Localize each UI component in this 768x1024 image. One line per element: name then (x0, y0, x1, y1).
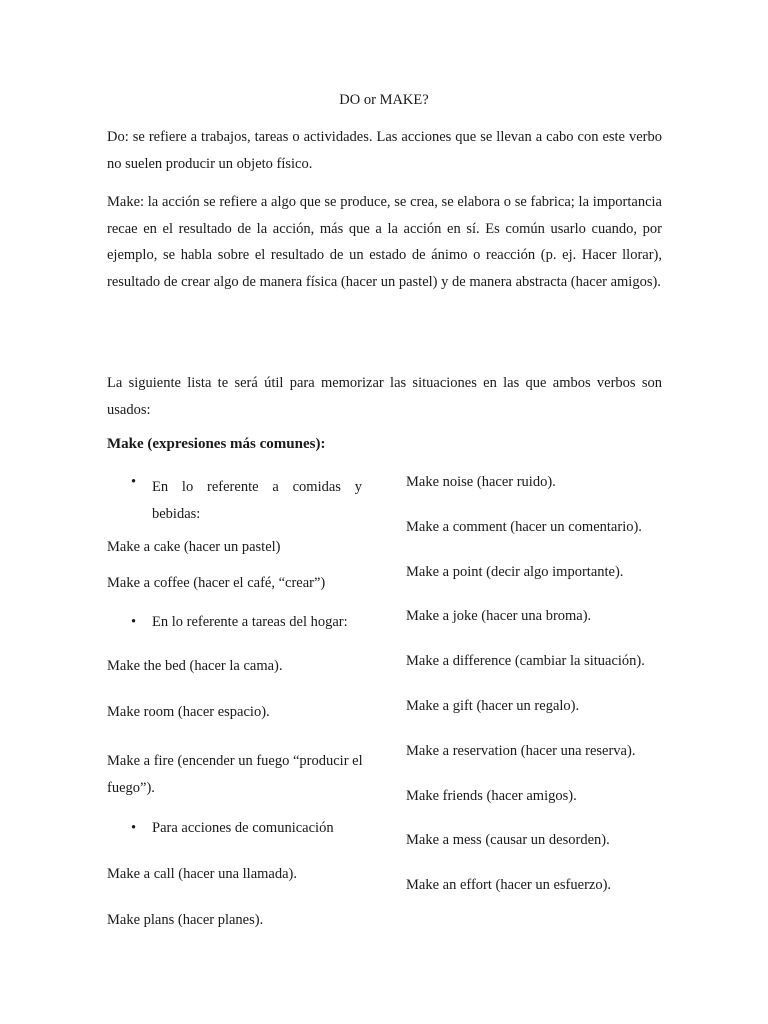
list-item: Make a joke (hacer una broma). (406, 608, 592, 624)
list-item: Make a mess (causar un desorden). (406, 832, 610, 848)
list-item: Make a comment (hacer un comentario). (406, 519, 642, 535)
bullet-icon: • (131, 614, 137, 630)
section-heading: Make (expresiones más comunes): (107, 436, 326, 452)
page-title: DO or MAKE? (339, 92, 429, 108)
paragraph-make: Make: la acción se refiere a algo que se produce, se crea, se elabora o se fabrica; la importancia recae en el resultado de la acción, más que a la acción en sí. Es común usarlo cuando, por ejemplo, se habla sobre el resultado de un estado de ánimo o reacción (p. ej. Hacer llorar), resultado de crear algo de manera física (hacer un pastel) y de manera abstracta (hacer amigos). (107, 194, 662, 290)
list-item: Make a reservation (hacer una reserva). (406, 743, 636, 759)
list-item: Make a point (decir algo importante). (406, 564, 624, 580)
bullet-food-drinks: En lo referente a comidas y bebidas: (152, 479, 362, 522)
list-item: Make friends (hacer amigos). (406, 788, 577, 804)
list-item: Make a difference (cambiar la situación). (406, 653, 645, 669)
list-item: Make an effort (hacer un esfuerzo). (406, 877, 612, 893)
list-item: Make noise (hacer ruido). (406, 474, 556, 490)
list-item: Make a cake (hacer un pastel) (107, 539, 281, 555)
bullet-icon: • (131, 474, 137, 490)
list-item: Make a fire (encender un fuego “producir el fuego”). (107, 753, 363, 796)
list-item: Make a gift (hacer un regalo). (406, 698, 580, 714)
paragraph-do: Do: se refiere a trabajos, tareas o actividades. Las acciones que se llevan a cabo con este verbo no suelen producir un objeto físico. (107, 129, 662, 172)
list-item: Make a call (hacer una llamada). (107, 866, 298, 882)
list-item: Make plans (hacer planes). (107, 912, 264, 928)
list-item: Make room (hacer espacio). (107, 704, 270, 720)
bullet-household: En lo referente a tareas del hogar: (152, 614, 348, 630)
paragraph-intro-list: La siguiente lista te será útil para memorizar las situaciones en las que ambos verbos son usados: (107, 375, 662, 418)
list-item: Make the bed (hacer la cama). (107, 658, 283, 674)
bullet-icon: • (131, 820, 137, 836)
bullet-communication: Para acciones de comunicación (152, 820, 334, 836)
list-item: Make a coffee (hacer el café, “crear”) (107, 575, 326, 591)
